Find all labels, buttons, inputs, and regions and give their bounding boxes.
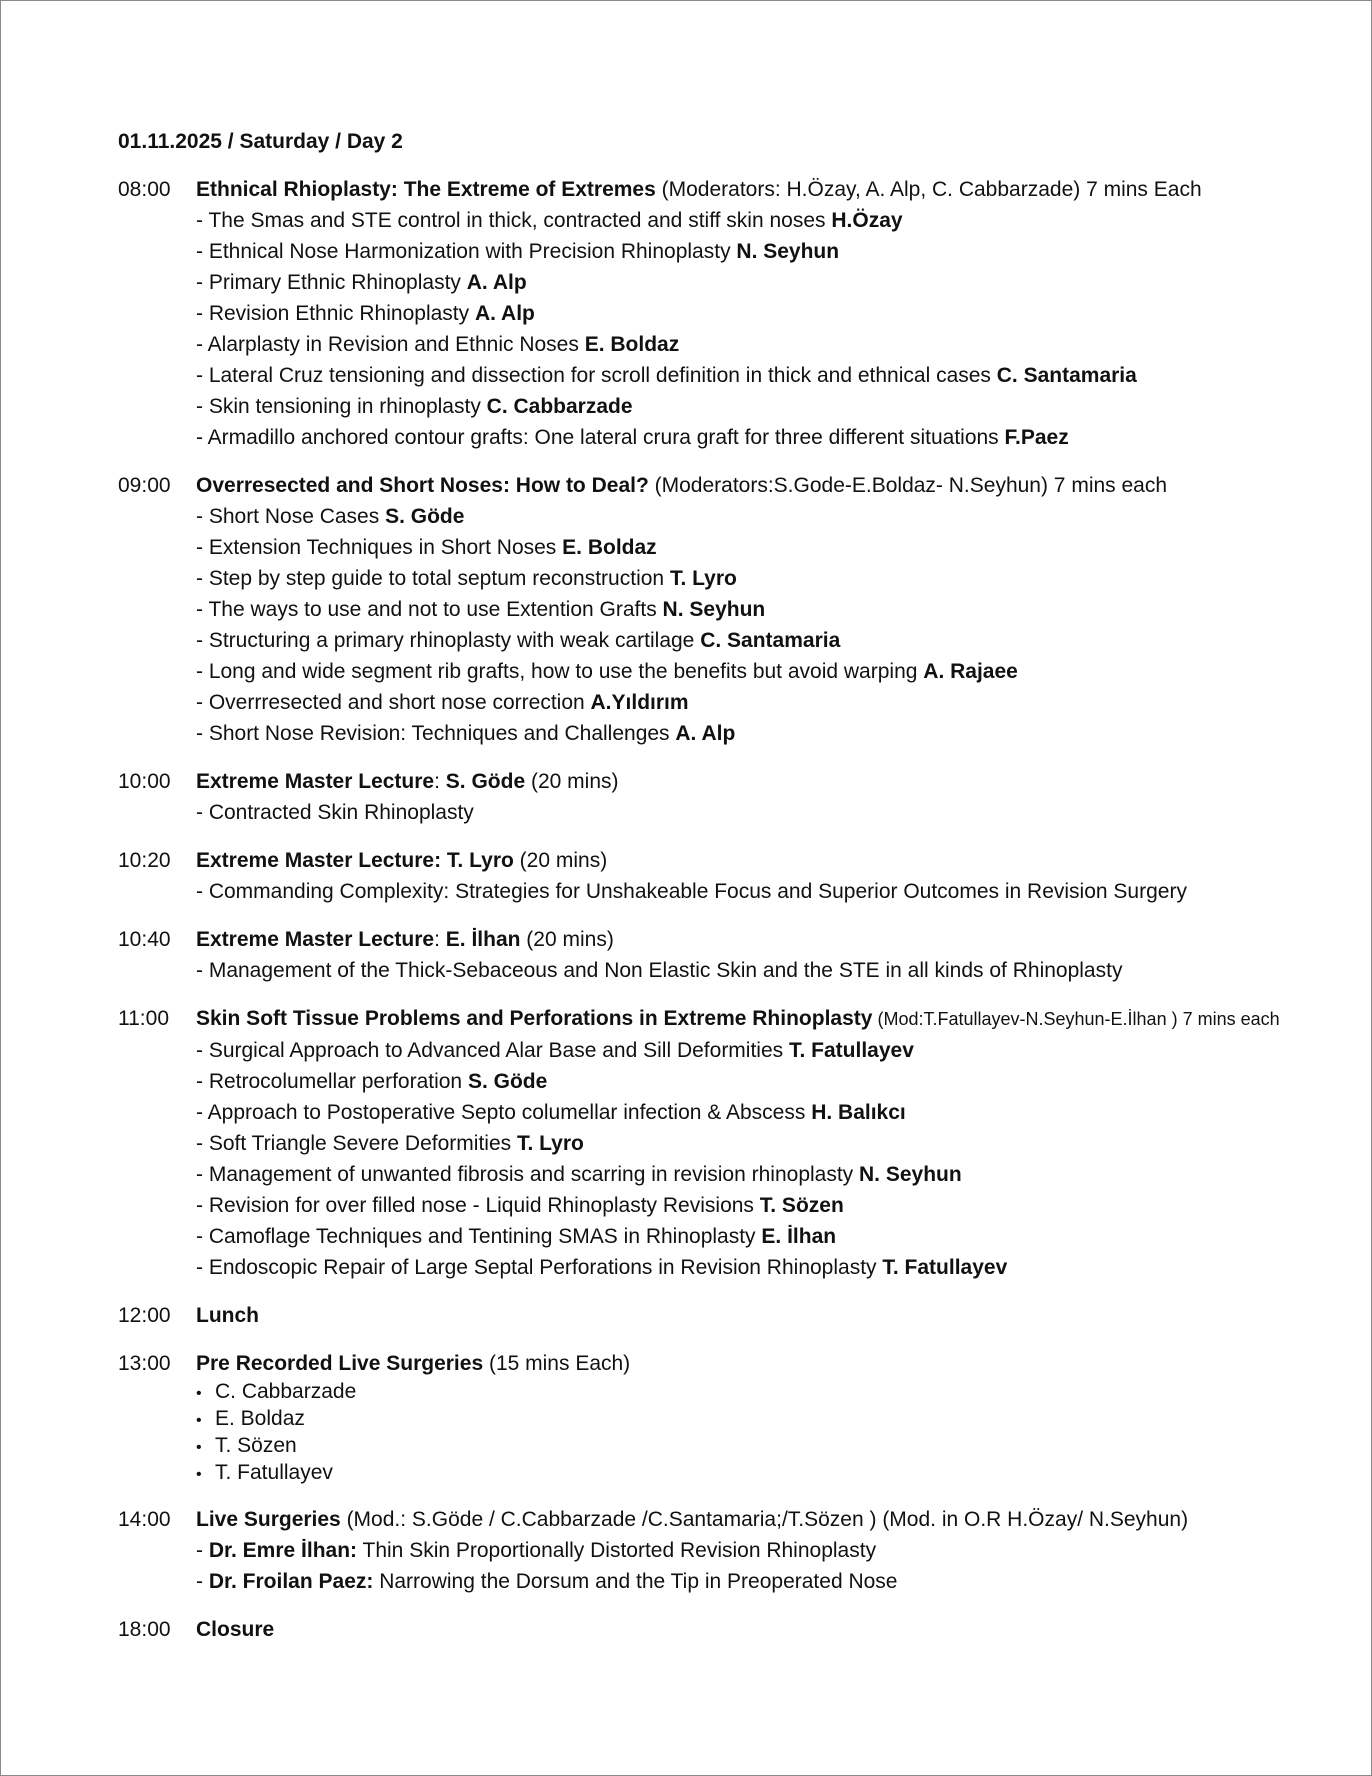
talk-title: - Extension Techniques in Short Noses	[196, 536, 563, 559]
talk-title: - Short Nose Revision: Techniques and Challenges	[196, 722, 676, 745]
talk-item	[196, 360, 1348, 391]
talk-title: - Soft Triangle Severe Deformities	[196, 1132, 517, 1155]
talk-speaker: N. Seyhun	[736, 240, 840, 263]
date-header: 01.11.2025 / Saturday / Day 2	[118, 130, 403, 153]
list-item: • T. Sözen	[196, 1433, 1348, 1460]
session-heading	[196, 1348, 1348, 1379]
talk-title: - Management of unwanted fibrosis and scarring in revision rhinoplasty	[196, 1163, 860, 1186]
talk-title: - Endoscopic Repair of Large Septal Perforations in Revision Rhinoplasty	[196, 1256, 883, 1279]
session-time: 12:00	[118, 1304, 171, 1327]
talk-item	[196, 205, 1348, 236]
session-1300	[118, 1348, 1348, 1487]
talk-title: - Retrocolumellar perforation	[196, 1070, 468, 1093]
session-title: Ethnical Rhioplasty: The Extreme of Extremes	[196, 178, 656, 201]
program-content	[118, 126, 1348, 1662]
talk-item	[196, 532, 1348, 563]
talk-item	[196, 1190, 1348, 1221]
talk-speaker: S. Göde	[385, 505, 465, 528]
session-title: Live Surgeries	[196, 1508, 341, 1531]
talk-title: - Lateral Cruz tensioning and dissection for scroll definition in thick and ethnical cases	[196, 364, 997, 387]
talk-title: - Armadillo anchored contour grafts: One lateral crura graft for three different situations	[196, 426, 1005, 449]
talk-speaker: T. Lyro	[669, 567, 737, 590]
session-heading	[196, 1003, 1348, 1035]
surgeon-name: Dr. Froilan Paez:	[208, 1570, 374, 1593]
session-heading	[196, 174, 1348, 205]
talk-speaker: C. Cabbarzade	[486, 395, 633, 418]
talk-speaker: A. Alp	[466, 271, 527, 294]
talk-speaker: A.Yıldırım	[590, 691, 689, 714]
session-title: Closure	[196, 1618, 275, 1641]
talk-item	[196, 1221, 1348, 1252]
talk-title: - Primary Ethnic Rhinoplasty	[196, 271, 467, 294]
session-0800	[118, 174, 1348, 453]
talk-title: - Surgical Approach to Advanced Alar Base and Sill Deformities	[196, 1039, 789, 1062]
talk-title: - Skin tensioning in rhinoplasty	[196, 395, 487, 418]
talk-item	[196, 1035, 1348, 1066]
talk-speaker: E. Boldaz	[562, 536, 657, 559]
lecture-duration: (20 mins)	[513, 849, 608, 872]
talk-item	[196, 1128, 1348, 1159]
talk-item	[196, 1097, 1348, 1128]
list-item: • C. Cabbarzade	[196, 1379, 1348, 1406]
talk-title: - Step by step guide to total septum reconstruction	[196, 567, 670, 590]
surgery-title: Thin Skin Proportionally Distorted Revision Rhinoplasty	[357, 1539, 877, 1562]
session-body	[196, 1348, 1348, 1487]
talk-speaker: N. Seyhun	[859, 1163, 962, 1186]
session-1800	[118, 1614, 1348, 1645]
lecture-speaker: E. İlhan	[445, 928, 521, 951]
talk-speaker: N. Seyhun	[662, 598, 766, 621]
session-title: Extreme Master Lecture	[196, 770, 435, 793]
session-info: (Mod:T.Fatullayev-N.Seyhun-E.İlhan ) 7 mins each	[872, 1009, 1280, 1029]
talk-title: - Ethnical Nose Harmonization with Precision Rhinoplasty	[196, 240, 737, 263]
talk-speaker: T. Fatullayev	[882, 1256, 1008, 1279]
session-body	[196, 766, 1348, 828]
session-time: 18:00	[118, 1618, 171, 1641]
talk-speaker: C. Santamaria	[700, 629, 841, 652]
talk-title: - The ways to use and not to use Extention Grafts	[196, 598, 663, 621]
session-body	[196, 845, 1348, 907]
session-body	[196, 924, 1348, 986]
talk-item	[196, 1066, 1348, 1097]
session-time: 10:20	[118, 849, 171, 872]
session-title: Extreme Master Lecture	[196, 928, 435, 951]
talk-title: - Revision for over filled nose - Liquid Rhinoplasty Revisions	[196, 1194, 760, 1217]
talk-speaker: C. Santamaria	[996, 364, 1137, 387]
session-time: 10:00	[118, 770, 171, 793]
talk-speaker: S. Göde	[467, 1070, 548, 1093]
lecture-topic: - Contracted Skin Rhinoplasty	[196, 801, 474, 824]
session-info: (15 mins Each)	[483, 1352, 631, 1375]
talk-speaker: F.Paez	[1004, 426, 1069, 449]
talk-title: - Overrresected and short nose correction	[196, 691, 591, 714]
session-time: 11:00	[118, 1007, 169, 1030]
session-heading	[196, 1504, 1348, 1535]
talk-speaker: T. Fatullayev	[788, 1039, 914, 1062]
talk-item	[196, 329, 1348, 360]
talk-speaker: E. İlhan	[761, 1225, 837, 1248]
session-heading	[196, 845, 1348, 876]
item-dash: -	[196, 1570, 209, 1593]
talk-speaker: T. Lyro	[516, 1132, 584, 1155]
talk-item	[196, 236, 1348, 267]
talk-title: - Short Nose Cases	[196, 505, 386, 528]
talk-item	[196, 594, 1348, 625]
session-time: 08:00	[118, 178, 171, 201]
session-title: Extreme Master Lecture: T. Lyro	[196, 849, 514, 872]
session-1000	[118, 766, 1348, 828]
talk-title: - Revision Ethnic Rhinoplasty	[196, 302, 475, 325]
title-separator: :	[434, 770, 446, 793]
session-time: 14:00	[118, 1508, 171, 1531]
surgeon-name: Dr. Emre İlhan:	[208, 1539, 358, 1562]
surgery-item	[196, 1535, 1348, 1566]
session-body	[196, 1504, 1348, 1597]
talk-item	[196, 687, 1348, 718]
talk-item	[196, 625, 1348, 656]
lecture-topic: - Commanding Complexity: Strategies for Unshakeable Focus and Superior Outcomes in Revision Surgery	[196, 880, 1187, 903]
talk-item	[196, 656, 1348, 687]
talk-speaker: A. Alp	[675, 722, 736, 745]
session-title: Skin Soft Tissue Problems and Perforations in Extreme Rhinoplasty	[196, 1007, 873, 1030]
surgery-item	[196, 1566, 1348, 1597]
session-body	[196, 470, 1348, 749]
session-body	[196, 174, 1348, 453]
session-1020	[118, 845, 1348, 907]
talk-item	[196, 391, 1348, 422]
talk-title: - Structuring a primary rhinoplasty with weak cartilage	[196, 629, 701, 652]
session-body	[196, 1614, 1348, 1645]
talk-item	[196, 422, 1348, 453]
lecture-speaker: S. Göde	[445, 770, 526, 793]
session-title: Pre Recorded Live Surgeries	[196, 1352, 484, 1375]
list-item: • T. Fatullayev	[196, 1460, 1348, 1487]
session-0900	[118, 470, 1348, 749]
talk-title: - Camoflage Techniques and Tentining SMAS in Rhinoplasty	[196, 1225, 762, 1248]
session-1200	[118, 1300, 1348, 1331]
session-1100	[118, 1003, 1348, 1283]
talk-speaker: H. Balıkcı	[811, 1101, 906, 1124]
list-item: • E. Boldaz	[196, 1406, 1348, 1433]
talk-item	[196, 563, 1348, 594]
session-info: (Moderators:S.Gode-E.Boldaz- N.Seyhun) 7 mins each	[648, 474, 1168, 497]
session-time: 09:00	[118, 474, 171, 497]
talk-title: - Approach to Postoperative Septo columellar infection & Abscess	[196, 1101, 812, 1124]
title-separator: :	[434, 928, 446, 951]
talk-item	[196, 267, 1348, 298]
lecture-duration: (20 mins)	[525, 770, 619, 793]
item-dash: -	[196, 1539, 209, 1562]
talk-speaker: H.Özay	[831, 209, 903, 232]
talk-title: - The Smas and STE control in thick, contracted and stiff skin noses	[196, 209, 832, 232]
talk-item	[196, 501, 1348, 532]
session-time: 13:00	[118, 1352, 171, 1375]
talk-speaker: A. Alp	[474, 302, 535, 325]
surgery-title: Narrowing the Dorsum and the Tip in Preoperated Nose	[373, 1570, 898, 1593]
session-1400	[118, 1504, 1348, 1597]
talk-item	[196, 1159, 1348, 1190]
talk-item	[196, 298, 1348, 329]
session-info: (Moderators: H.Özay, A. Alp, C. Cabbarzade) 7 mins Each	[655, 178, 1202, 201]
session-heading	[196, 924, 1348, 955]
lecture-topic: - Management of the Thick-Sebaceous and Non Elastic Skin and the STE in all kinds of Rhinoplasty	[196, 959, 1123, 982]
session-1040	[118, 924, 1348, 986]
session-info: (Mod.: S.Göde / C.Cabbarzade /C.Santamaria;/T.Sözen ) (Mod. in O.R H.Özay/ N.Seyhun)	[340, 1508, 1189, 1531]
session-title: Overresected and Short Noses: How to Deal?	[196, 474, 649, 497]
lecture-duration: (20 mins)	[520, 928, 614, 951]
session-heading	[196, 766, 1348, 797]
talk-speaker: E. Boldaz	[584, 333, 680, 356]
talk-speaker: A. Rajaee	[923, 660, 1018, 683]
session-body	[196, 1003, 1348, 1283]
talk-title: - Long and wide segment rib grafts, how to use the benefits but avoid warping	[196, 660, 924, 683]
session-title: Lunch	[196, 1304, 259, 1327]
talk-speaker: T. Sözen	[759, 1194, 844, 1217]
session-heading	[196, 470, 1348, 501]
talk-item	[196, 718, 1348, 749]
session-body	[196, 1300, 1348, 1331]
session-time: 10:40	[118, 928, 171, 951]
talk-item	[196, 1252, 1348, 1283]
talk-title: - Alarplasty in Revision and Ethnic Noses	[196, 333, 585, 356]
surgeon-list	[196, 1379, 1348, 1487]
